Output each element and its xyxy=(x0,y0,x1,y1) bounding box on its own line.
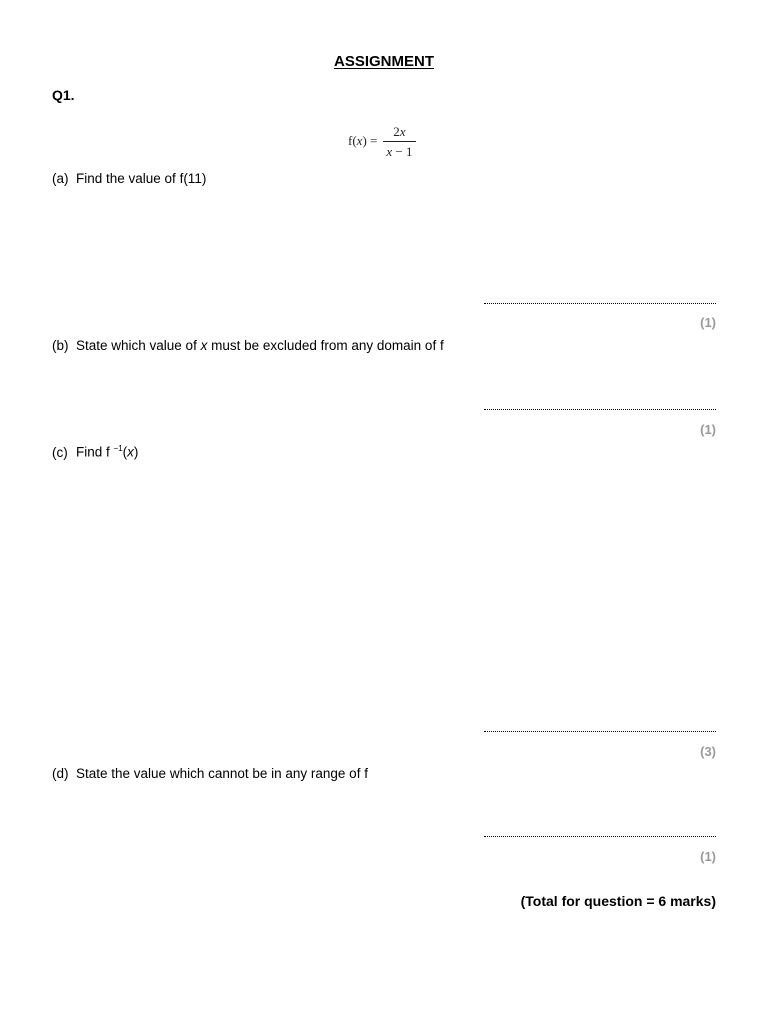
question-total: (Total for question = 6 marks) xyxy=(520,893,716,909)
part-b-mark: (1) xyxy=(700,422,716,437)
part-c-mark: (3) xyxy=(700,744,716,759)
part-c-text-before: Find f xyxy=(76,444,114,460)
part-d-question xyxy=(52,766,368,781)
part-b-var: x xyxy=(200,338,208,353)
denominator-var: x xyxy=(386,143,393,159)
part-c-letter: (c) xyxy=(52,444,68,460)
function-definition xyxy=(348,122,416,160)
function-lhs-suffix: ) = xyxy=(362,133,378,148)
part-c-answer-line[interactable] xyxy=(484,729,716,732)
part-a-text: Find the value of f(11) xyxy=(76,171,207,186)
part-b-letter: (b) xyxy=(52,338,69,353)
part-c-paren-open: ( xyxy=(122,444,128,460)
part-c-question xyxy=(52,444,138,460)
part-b-answer-line[interactable] xyxy=(484,407,716,410)
part-b-text-before: State which value of xyxy=(76,338,201,353)
part-c-paren-close: ) xyxy=(133,444,139,460)
part-d-mark: (1) xyxy=(700,849,716,864)
part-b-text-after: must be excluded from any domain of f xyxy=(207,338,444,353)
part-d-answer-line[interactable] xyxy=(484,834,716,837)
part-a-question xyxy=(52,171,206,186)
page-title: ASSIGNMENT xyxy=(333,53,434,70)
part-a-letter: (a) xyxy=(52,171,69,186)
denominator-rest: − 1 xyxy=(392,143,413,159)
numerator-coef: 2 xyxy=(393,123,400,139)
part-c-var: x xyxy=(127,444,134,460)
part-c-superscript: −1 xyxy=(113,444,123,453)
part-d-text: State the value which cannot be in any range of f xyxy=(76,766,368,781)
numerator-var: x xyxy=(399,123,406,139)
part-a-mark: (1) xyxy=(700,315,716,330)
function-fraction xyxy=(383,124,415,159)
part-b-question xyxy=(52,338,444,353)
part-d-letter: (d) xyxy=(52,766,69,781)
function-lhs xyxy=(348,133,377,149)
function-lhs-prefix: f( xyxy=(348,133,357,148)
fraction-numerator xyxy=(390,124,408,141)
question-number: Q1. xyxy=(52,87,75,103)
function-lhs-var: x xyxy=(356,133,363,148)
fraction-denominator xyxy=(383,141,415,159)
part-a-answer-line[interactable] xyxy=(484,301,716,304)
